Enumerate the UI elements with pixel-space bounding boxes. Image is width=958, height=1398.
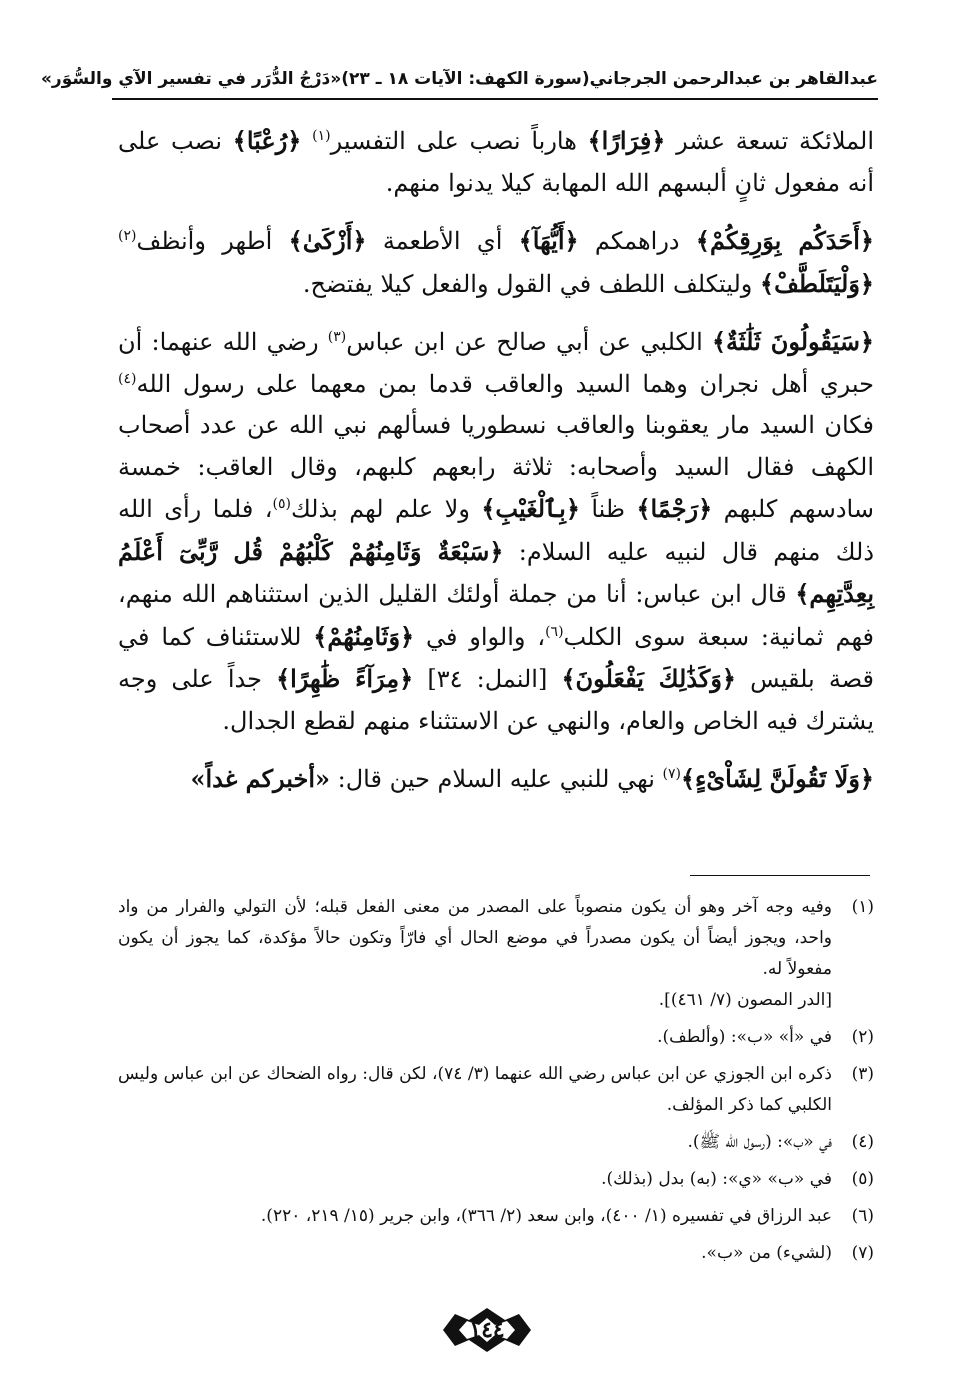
footnote-number: (٤) [851, 1132, 874, 1152]
footnote [118, 1022, 874, 1053]
text-run: الكلبي عن أبي صالح عن ابن عباس [346, 328, 712, 356]
paragraph [118, 120, 874, 204]
footnote-text [118, 1164, 832, 1195]
running-header [40, 62, 878, 96]
footnote-text [118, 1238, 832, 1269]
quran-quote: ﴿سَيَقُولُونَ ثَلَٰثَةٌ﴾ [711, 327, 874, 356]
text-run: هارباً نصب على التفسير [330, 127, 588, 155]
paragraph [118, 321, 874, 742]
footnote [118, 1127, 874, 1158]
footnote [118, 1059, 874, 1121]
footnote-ref: (٤) [118, 370, 137, 387]
paragraph [118, 220, 874, 305]
footnote-body: في «ب»: (رسول الله ﷺ). [687, 1132, 832, 1152]
footnote-ref: (٥) [272, 496, 291, 512]
footnote [118, 1164, 874, 1195]
text-run: ظناً [579, 495, 637, 523]
footnotes [118, 892, 874, 1275]
text-run: الملائكة تسعة عشر [665, 127, 875, 155]
text-run: دراهمكم [578, 227, 696, 255]
footnote-text [118, 1127, 832, 1158]
quran-quote: ﴿وَلَا تَقُولَنَّ لِشَاْىْءٍ﴾ [680, 764, 874, 793]
text-run: نصب على أنه مفعول ثانٍ ألبسهم الله المهابة كيلا يدنوا منهم. [118, 127, 874, 197]
quran-quote: ﴿رُعْبًا﴾ [232, 126, 302, 155]
header-author: عبدالقاهر بن عبدالرحمن الجرجاني [589, 69, 878, 89]
quran-quote: ﴿رَجْمًا﴾ [636, 494, 713, 523]
quran-quote: ﴿بِٱلْغَيْبِ﴾ [481, 494, 580, 523]
footnote-body: ذكره ابن الجوزي عن ابن عباس رضي الله عنهما (٣/ ٧٤)، لكن قال: رواه الضحاك عن ابن عباس وليس الكلبي كما ذكر المؤلف. [118, 1064, 832, 1115]
quran-quote: ﴿فِرَارًا﴾ [587, 126, 666, 155]
footnote-ref: (٧) [662, 766, 681, 782]
quran-quote: ﴿وَثَامِنُهُمْ﴾ [313, 621, 415, 651]
footnote-body: عبد الرزاق في تفسيره (١/ ٤٠٠)، وابن سعد (٢/ ٣٦٦)، وابن جرير (١٥/ ٢١٩، ٢٢٠). [260, 1206, 832, 1226]
footnote-ref: (١) [312, 128, 331, 144]
main-text [118, 120, 874, 817]
footnote-body: في «ب» «ي»: (به) بدل (بذلك). [601, 1169, 832, 1189]
page-number-ornament [441, 1306, 533, 1354]
footnote-number: (١) [851, 897, 874, 917]
text-run: رضي الله عنهما: أن حبري أهل نجران وهما السيد والعاقب قدما بمن معهما على رسول الله [118, 328, 874, 398]
text-run: نهي للنبي عليه السلام حين قال: [330, 765, 663, 793]
quran-quote: ﴿أَزْكَىٰ﴾ [288, 226, 367, 255]
text-run: وليتكلف اللطف في القول والفعل كيلا يفتضح. [302, 269, 760, 298]
text-run: ولا علم لهم بذلك [290, 495, 482, 523]
footnote [118, 1201, 874, 1232]
footnote-ref: (٣) [327, 329, 347, 345]
footnote-number: (٧) [851, 1243, 874, 1263]
footnote-ref: (٦) [545, 623, 564, 640]
quran-quote: ﴿مِرَآءً ظَٰهِرًا﴾ [276, 664, 414, 693]
text-run: للاستئناف كما في قصة بلقيس [118, 622, 875, 693]
text-run: فكان السيد مار يعقوبنا والعاقب نسطوريا فسألهم نبي الله عن عدد أصحاب الكهف فقال السيد وأصحابه: ثلاثة رابعهم كلبهم، وقال العاقب: خمسة سادسهم كلبهم [118, 411, 874, 523]
footnote [118, 1238, 874, 1269]
quran-quote: ﴿أَحَدَكُم بِوَرِقِكُمْ﴾ [695, 226, 874, 255]
footnote-body: (لشيء) من «ب». [701, 1243, 832, 1263]
footnote-number: (٦) [851, 1206, 874, 1226]
footnote-text [118, 1201, 832, 1232]
footnote [118, 892, 874, 1016]
text-run: جداً على وجه يشترك فيه الخاص والعام، والنهي عن الاستثناء منهم لقطع الجدال. [118, 665, 874, 735]
text-run: أي الأطعمة [366, 227, 519, 255]
footnote-body: في «أ» «ب»: (وألطف). [657, 1027, 832, 1047]
footnote-body: وفيه وجه آخر وهو أن يكون منصوباً على المصدر من معنى الفعل قبله؛ لأن التولي والفرار من واد واحد، ويجوز أيضاً أن يكون مصدراً في موضع الحال أي فارّاً وتكون حالاً مؤكدة، كما يجوز أن يكون مفعولاً له. [118, 897, 832, 979]
text-run: [النمل: ٣٤] [413, 665, 562, 693]
text-run [301, 127, 312, 155]
text-run: أطهر وأنظف [136, 227, 289, 255]
footnote-source: [الدر المصون (٧/ ٤٦١)]. [658, 990, 832, 1010]
text-run: ، فلما رأى الله ذلك منهم قال لنبيه عليه السلام: [118, 495, 875, 566]
footnote-text [118, 892, 832, 1016]
footnote-text [118, 1022, 832, 1053]
footnote-ref: (٢) [118, 228, 137, 244]
quran-quote: ﴿سَبْعَةٌ وَثَامِنُهُمْ كَلْبُهُمْ قُل رَّبِّىٓ أَعْلَمُ بِعِدَّتِهِم﴾ [118, 536, 874, 608]
quran-quote: ﴿وَكَذَٰلِكَ يَفْعَلُونَ﴾ [561, 664, 736, 693]
text-run: قال ابن عباس: أنا من جملة أولئك القليل الذين استثناهم الله منهم، فهم ثمانية: سبعة سوى الكلب [118, 580, 874, 651]
quran-quote: ﴿وَلْيَتَلَطَّفْ﴾ [760, 268, 874, 298]
footnote-divider [690, 875, 870, 876]
page-number: ١٤٤ [469, 1317, 505, 1343]
footnote-number: (٣) [851, 1064, 874, 1084]
footnote-number: (٥) [851, 1169, 874, 1189]
header-book-title: «دَرْجُ الدُّرَر في تفسير الآي والسُّوَر» [40, 69, 342, 89]
footnote-number: (٢) [851, 1027, 874, 1047]
header-section: (سورة الكهف: الآيات ١٨ ـ ٢٣) [341, 69, 590, 89]
footnote-text [118, 1059, 832, 1121]
quran-quote: ﴿أَيُّهَآ﴾ [518, 226, 579, 255]
quran-quote: «أخبركم غداً» [190, 764, 330, 793]
text-run: ، والواو في [414, 622, 546, 651]
paragraph [118, 758, 874, 801]
header-divider [112, 98, 878, 100]
